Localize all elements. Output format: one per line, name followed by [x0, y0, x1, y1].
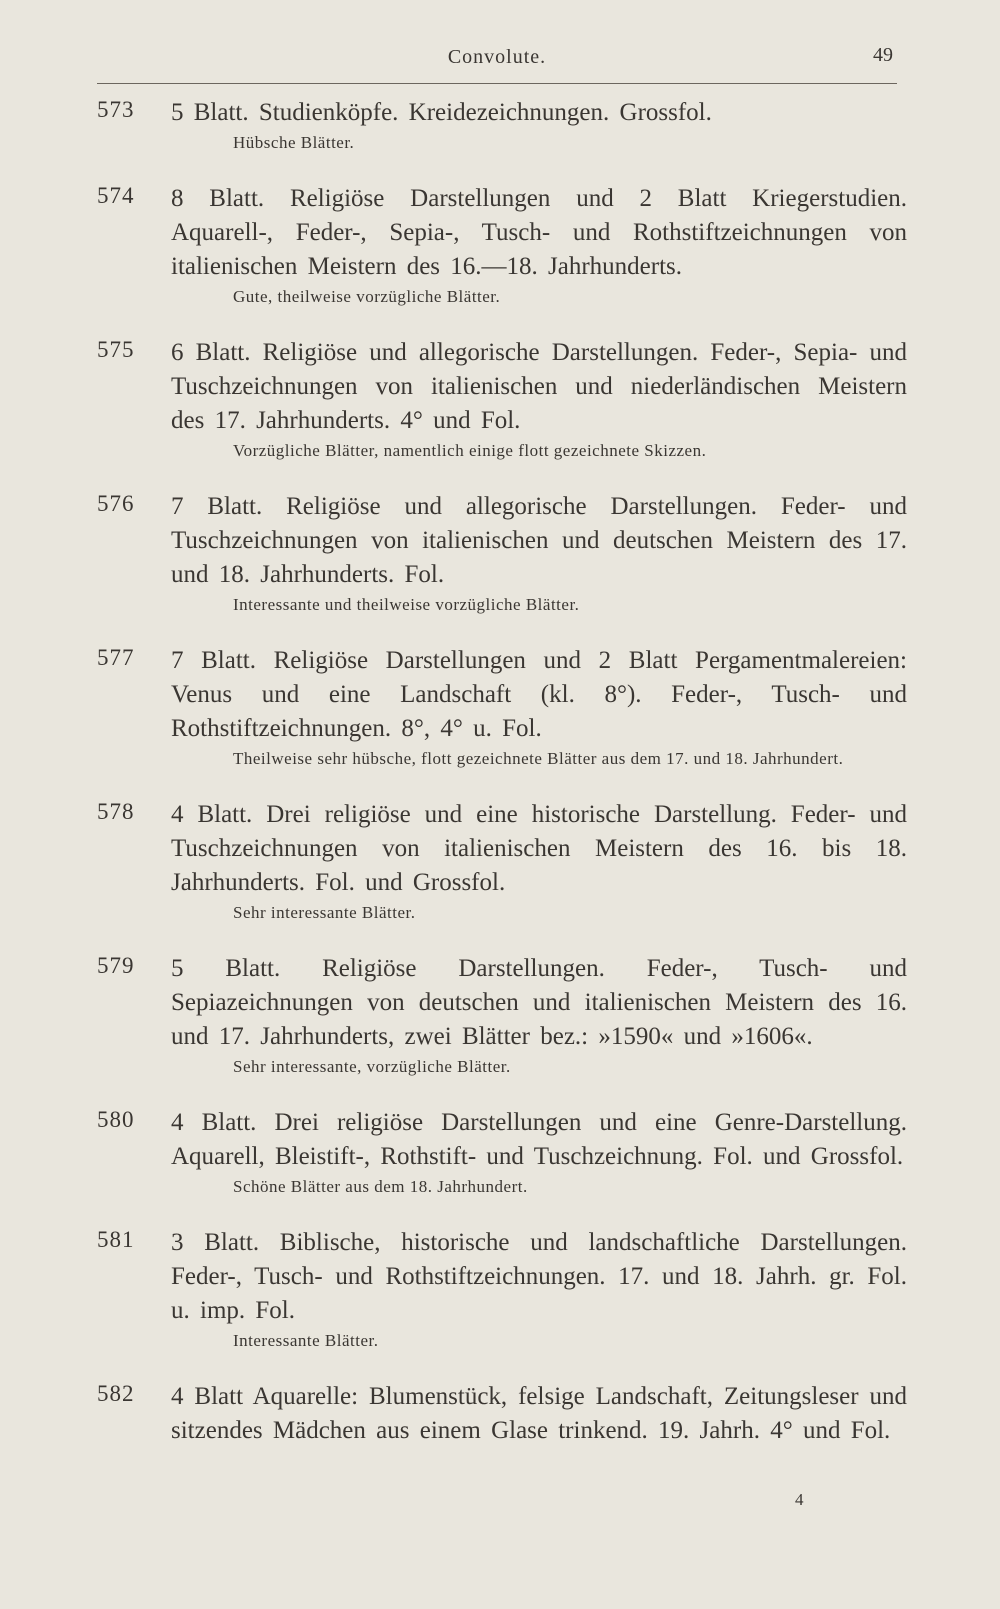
entry-description: 3 Blatt. Biblische, historische und landschaftliche Darstellungen. Feder-, Tusch- und Rothstiftzeichnungen. 17. und 18. Jahrh. gr. Fol. u. imp. Fol. — [171, 1229, 907, 1324]
entry-description: 7 Blatt. Religiöse Darstellungen und 2 Blatt Pergamentmalereien: Venus und eine Landschaft (kl. 8°). Feder-, Tusch- und Rothstiftzeichnungen. 8°, 4° u. Fol. — [171, 647, 907, 742]
entry-note: Vorzügliche Blätter, namentlich einige flott gezeichnete Skizzen. — [233, 441, 707, 460]
entry-description: 5 Blatt. Religiöse Darstellungen. Feder-, Tusch- und Sepiazeichnungen von deutschen und italienischen Meistern des 16. und 17. Jahrhunderts, zwei Blätter bez.: »1590« und »1606«. — [171, 955, 907, 1050]
catalog-entry — [97, 798, 907, 926]
entry-number: 580 — [97, 1107, 135, 1132]
catalog-entry — [97, 1380, 907, 1448]
entry-number: 575 — [97, 337, 135, 362]
catalog-entry — [97, 644, 907, 772]
entry-note: Interessante und theilweise vorzügliche Blätter. — [233, 595, 580, 614]
header-rule — [97, 83, 897, 84]
catalog-entry — [97, 1106, 907, 1200]
entry-number: 582 — [97, 1381, 135, 1406]
entry-number: 573 — [97, 97, 135, 122]
entry-number: 574 — [97, 183, 135, 208]
entry-note: Sehr interessante, vorzügliche Blätter. — [233, 1057, 511, 1076]
catalog-entry — [97, 490, 907, 618]
entry-description: 4 Blatt. Drei religiöse und eine historische Darstellung. Feder- und Tuschzeichnungen von italienischen Meistern des 16. bis 18. Jahrhunderts. Fol. und Grossfol. — [171, 801, 907, 896]
entry-note: Interessante Blätter. — [233, 1331, 379, 1350]
entry-description: 4 Blatt Aquarelle: Blumenstück, felsige Landschaft, Zeitungsleser und sitzendes Mädchen aus einem Glase trinkend. 19. Jahrh. 4° und Fol. — [171, 1383, 907, 1444]
entry-number: 579 — [97, 953, 135, 978]
catalog-entry — [97, 96, 907, 156]
entry-number: 578 — [97, 799, 135, 824]
entry-description: 8 Blatt. Religiöse Darstellungen und 2 Blatt Kriegerstudien. Aquarell-, Feder-, Sepia-, Tusch- und Rothstiftzeichnungen von italienischen Meistern des 16.—18. Jahrhunderts. — [171, 185, 907, 280]
entry-list — [97, 96, 907, 1474]
entry-note: Sehr interessante Blätter. — [233, 903, 416, 922]
catalog-entry — [97, 952, 907, 1080]
entry-note: Gute, theilweise vorzügliche Blätter. — [233, 287, 501, 306]
entry-note: Schöne Blätter aus dem 18. Jahrhundert. — [233, 1177, 528, 1196]
catalog-entry — [97, 182, 907, 310]
entry-description: 4 Blatt. Drei religiöse Darstellungen und eine Genre-Darstellung. Aquarell, Bleistift-, Rothstift- und Tuschzeichnung. Fol. und Grossfol. — [171, 1109, 907, 1170]
entry-number: 576 — [97, 491, 135, 516]
signature-mark: 4 — [795, 1490, 804, 1509]
catalog-entry — [97, 1226, 907, 1354]
entry-note: Hübsche Blätter. — [233, 133, 355, 152]
entry-description: 7 Blatt. Religiöse und allegorische Darstellungen. Feder- und Tuschzeichnungen von italienischen und deutschen Meistern des 17. und 18. Jahrhunderts. Fol. — [171, 493, 907, 588]
entry-number: 577 — [97, 645, 135, 670]
entry-note: Theilweise sehr hübsche, flott gezeichnete Blätter aus dem 17. und 18. Jahrhundert. — [233, 749, 844, 768]
running-header — [97, 40, 897, 84]
entry-description: 6 Blatt. Religiöse und allegorische Darstellungen. Feder-, Sepia- und Tuschzeichnungen von italienischen und niederländischen Meistern des 17. Jahrhunderts. 4° und Fol. — [171, 339, 907, 434]
entry-description: 5 Blatt. Studienköpfe. Kreidezeichnungen. Grossfol. — [171, 99, 712, 126]
catalog-entry — [97, 336, 907, 464]
entry-number: 581 — [97, 1227, 135, 1252]
page-number: 49 — [873, 44, 893, 66]
header-title: Convolute. — [447, 46, 547, 68]
